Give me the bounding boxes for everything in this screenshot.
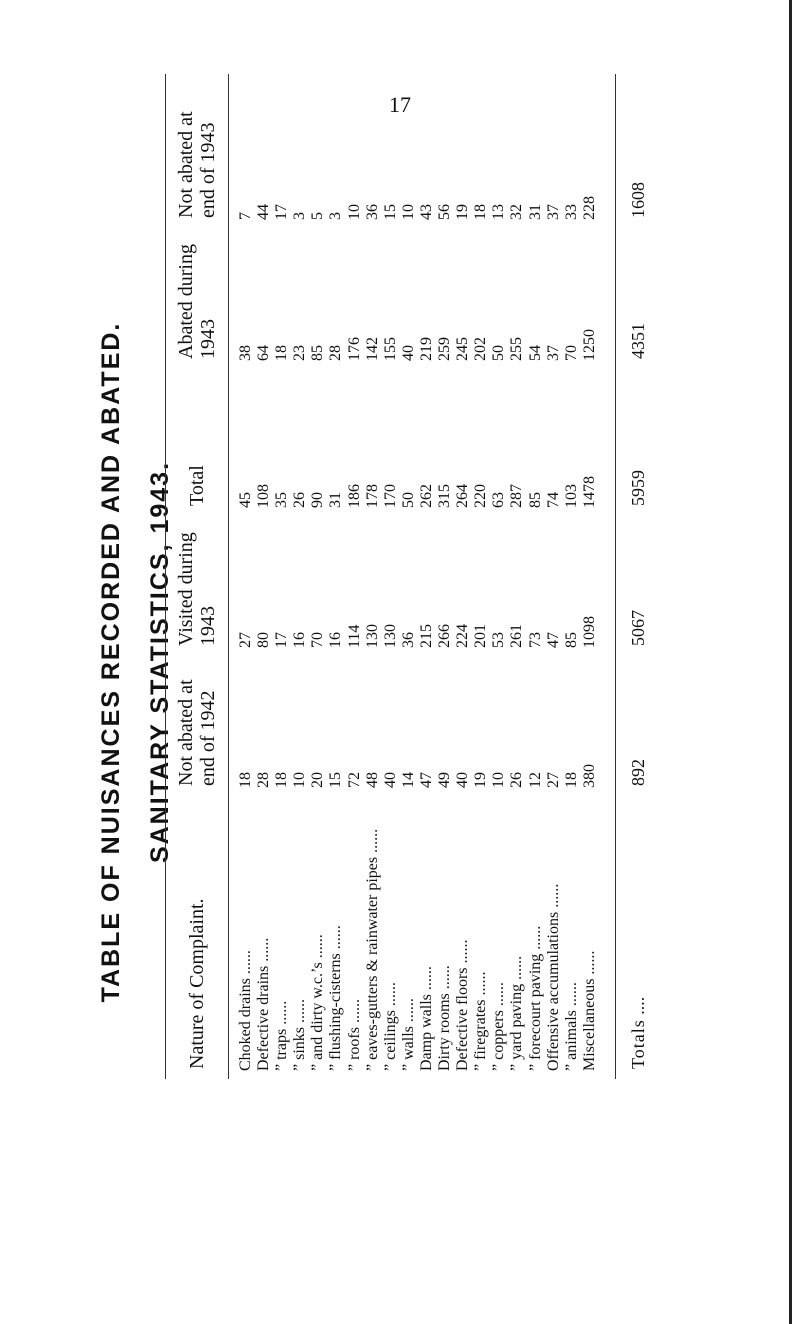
table-cell: 49 bbox=[436, 772, 454, 788]
table-cell: 27 bbox=[544, 772, 562, 788]
totals-not-abated-1943: 1608 bbox=[616, 74, 661, 228]
table-cell: 259 bbox=[436, 337, 454, 361]
table-cell: 15 bbox=[381, 204, 399, 220]
table-cell: 26 bbox=[508, 772, 526, 788]
table-cell: 70 bbox=[309, 632, 327, 648]
table-cell: 3 bbox=[327, 212, 345, 220]
table-cell: 18 bbox=[273, 772, 291, 788]
complaint-row bbox=[545, 804, 563, 1071]
table-title: TABLE OF NUISANCES RECORDED AND ABATED. bbox=[97, 321, 125, 1003]
header-total: Total bbox=[166, 369, 229, 516]
table-cell: 261 bbox=[508, 624, 526, 648]
complaint-row bbox=[418, 804, 436, 1071]
complaint-label: ” ceilings bbox=[381, 1010, 399, 1071]
table-cell: 37 bbox=[544, 345, 562, 361]
table-cell: 18 bbox=[562, 772, 580, 788]
complaint-row bbox=[364, 804, 382, 1071]
table-cell: 23 bbox=[291, 345, 309, 361]
table-cell: 35 bbox=[273, 492, 291, 508]
header-not-abated-1943: Not abated at end of 1943 bbox=[166, 74, 229, 228]
header-row bbox=[166, 74, 229, 1079]
complaint-label: Defective floors bbox=[454, 967, 472, 1071]
table-cell: 73 bbox=[526, 632, 544, 648]
table-cell: 47 bbox=[544, 632, 562, 648]
complaint-label: ” sinks bbox=[291, 1027, 309, 1071]
totals-label-cell bbox=[616, 796, 661, 1079]
totals-not-abated-1942: 892 bbox=[616, 656, 661, 796]
table-cell: 315 bbox=[436, 484, 454, 508]
table-cell: 53 bbox=[490, 632, 508, 648]
table-cell: 202 bbox=[472, 337, 490, 361]
table-cell: 186 bbox=[345, 484, 363, 508]
table-cell: 85 bbox=[526, 492, 544, 508]
complaint-label: Choked drains bbox=[237, 978, 254, 1071]
body-row bbox=[229, 74, 616, 1079]
complaint-row bbox=[472, 804, 490, 1071]
leader-dots: ...... bbox=[472, 971, 490, 996]
totals-label: Totals bbox=[627, 1019, 648, 1069]
table-cell: 64 bbox=[255, 345, 273, 361]
table-cell: 17 bbox=[273, 632, 291, 648]
table-cell: 50 bbox=[399, 492, 417, 508]
leader-dots: ...... bbox=[417, 966, 435, 991]
table-cell: 33 bbox=[562, 204, 580, 220]
table-cell: 20 bbox=[309, 772, 327, 788]
table-cell: 17 bbox=[273, 204, 291, 220]
complaint-row bbox=[454, 804, 472, 1071]
complaint-row bbox=[255, 804, 273, 1071]
complaint-label: Offensive accumulations bbox=[544, 911, 562, 1071]
complaint-row bbox=[291, 804, 309, 1071]
leader-dots: ...... bbox=[562, 982, 580, 1007]
table-cell: 287 bbox=[508, 484, 526, 508]
table-cell: 7 bbox=[237, 212, 254, 220]
table-cell: 31 bbox=[327, 492, 345, 508]
table-cell: 10 bbox=[345, 204, 363, 220]
totals-dots: .... bbox=[627, 996, 648, 1015]
complaint-column bbox=[229, 796, 616, 1079]
page-number: 17 bbox=[389, 92, 411, 117]
complaint-row bbox=[309, 804, 327, 1071]
complaint-label: Defective drains bbox=[255, 965, 273, 1071]
leader-dots: ...... bbox=[544, 883, 562, 908]
table-cell: 47 bbox=[417, 772, 435, 788]
table-cell: 28 bbox=[255, 772, 273, 788]
leader-dots: ...... bbox=[454, 939, 472, 964]
abated-1943-column bbox=[229, 228, 616, 369]
table-cell: 3 bbox=[291, 212, 309, 220]
totals-row bbox=[616, 74, 661, 1079]
table-cell: 220 bbox=[472, 484, 490, 508]
complaint-label: Dirty rooms bbox=[436, 993, 454, 1071]
complaint-row bbox=[490, 804, 508, 1071]
header-abated-1943: Abated during 1943 bbox=[166, 228, 229, 369]
table-cell: 219 bbox=[417, 337, 435, 361]
table-cell: 19 bbox=[454, 204, 472, 220]
complaint-row bbox=[581, 804, 599, 1071]
table-cell: 27 bbox=[237, 632, 254, 648]
table-cell: 266 bbox=[436, 624, 454, 648]
leader-dots: ...... bbox=[363, 828, 381, 853]
table-cell: 108 bbox=[255, 484, 273, 508]
leader-dots: ...... bbox=[291, 999, 309, 1023]
table-cell: 10 bbox=[399, 204, 417, 220]
totals-visited-1943: 5067 bbox=[616, 516, 661, 656]
leader-dots: ...... bbox=[381, 982, 399, 1007]
complaint-row bbox=[436, 804, 454, 1071]
table-cell: 45 bbox=[237, 492, 254, 508]
complaint-row bbox=[237, 804, 255, 1071]
table-cell: 18 bbox=[273, 345, 291, 361]
nuisances-table bbox=[165, 74, 660, 1079]
table-cell: 40 bbox=[454, 772, 472, 788]
header-visited-1943: Visited during 1943 bbox=[166, 516, 229, 656]
table-cell: 54 bbox=[526, 345, 544, 361]
complaint-label: ” eaves-gutters & rainwater pipes bbox=[363, 856, 381, 1071]
table-cell: 1250 bbox=[580, 329, 598, 361]
table-cell: 16 bbox=[291, 632, 309, 648]
table-cell: 26 bbox=[291, 492, 309, 508]
complaint-row bbox=[527, 804, 545, 1071]
leader-dots: ...... bbox=[273, 1000, 291, 1025]
leader-dots: ...... bbox=[580, 950, 598, 975]
table-cell: 40 bbox=[381, 772, 399, 788]
table-cell: 380 bbox=[580, 764, 598, 788]
complaint-row bbox=[563, 804, 581, 1071]
complaint-label: ” roofs bbox=[345, 1027, 363, 1071]
complaint-label: ” traps bbox=[273, 1028, 291, 1071]
complaint-row bbox=[346, 804, 364, 1071]
total-column bbox=[229, 369, 616, 516]
complaint-label: Miscellaneous bbox=[580, 978, 598, 1071]
leader-dots: ...... bbox=[309, 934, 327, 959]
table-cell: 40 bbox=[399, 345, 417, 361]
leader-dots: ...... bbox=[526, 925, 544, 950]
table-cell: 245 bbox=[454, 337, 472, 361]
table-cell: 15 bbox=[327, 772, 345, 788]
table-cell: 224 bbox=[454, 624, 472, 648]
complaint-row bbox=[327, 804, 345, 1071]
not-abated-1942-column bbox=[229, 656, 616, 796]
table-cell: 32 bbox=[508, 204, 526, 220]
table-cell: 43 bbox=[417, 204, 435, 220]
leader-dots: ...... bbox=[255, 937, 273, 962]
table-cell: 36 bbox=[399, 632, 417, 648]
table-cell: 201 bbox=[472, 624, 490, 648]
table-cell: 85 bbox=[562, 632, 580, 648]
complaint-label: ” firegrates bbox=[472, 999, 490, 1071]
header-not-abated-1942: Not abated at end of 1942 bbox=[166, 656, 229, 796]
table-cell: 19 bbox=[472, 772, 490, 788]
complaint-label: ” forecourt paving bbox=[526, 953, 544, 1071]
table-cell: 12 bbox=[526, 772, 544, 788]
table-cell: 90 bbox=[309, 492, 327, 508]
table-cell: 31 bbox=[526, 204, 544, 220]
complaint-label: ” flushing-cisterns bbox=[327, 953, 345, 1071]
table-cell: 72 bbox=[345, 772, 363, 788]
table-cell: 178 bbox=[363, 484, 381, 508]
page-edge-line bbox=[789, 0, 792, 1324]
table-cell: 28 bbox=[327, 345, 345, 361]
table-cell: 262 bbox=[417, 484, 435, 508]
table-cell: 114 bbox=[345, 624, 363, 648]
totals-abated-1943: 4351 bbox=[616, 228, 661, 369]
table-cell: 176 bbox=[345, 337, 363, 361]
complaint-label: ” and dirty w.c.’s bbox=[309, 962, 327, 1071]
complaint-label: Damp walls bbox=[417, 994, 435, 1071]
table-cell: 5 bbox=[309, 212, 327, 220]
table-cell: 70 bbox=[562, 345, 580, 361]
table-cell: 170 bbox=[381, 484, 399, 508]
complaint-row bbox=[508, 804, 526, 1071]
table-cell: 10 bbox=[291, 772, 309, 788]
table-cell: 142 bbox=[363, 337, 381, 361]
leader-dots: ...... bbox=[490, 982, 508, 1007]
table-cell: 74 bbox=[544, 492, 562, 508]
table-cell: 18 bbox=[472, 204, 490, 220]
table-cell: 50 bbox=[490, 345, 508, 361]
leader-dots: ...... bbox=[436, 965, 454, 990]
table-cell: 228 bbox=[580, 196, 598, 220]
leader-dots: ...... bbox=[399, 998, 417, 1023]
table-cell: 264 bbox=[454, 484, 472, 508]
table-cell: 14 bbox=[399, 772, 417, 788]
table-cell: 56 bbox=[436, 204, 454, 220]
complaint-row bbox=[400, 804, 418, 1071]
table-cell: 1098 bbox=[580, 616, 598, 648]
complaint-label: ” walls bbox=[399, 1026, 417, 1071]
table-cell: 13 bbox=[490, 204, 508, 220]
table-cell: 38 bbox=[237, 345, 254, 361]
table-cell: 215 bbox=[417, 624, 435, 648]
header-nature-of-complaint: Nature of Complaint. bbox=[166, 796, 229, 1079]
table-cell: 85 bbox=[309, 345, 327, 361]
leader-dots: ...... bbox=[327, 925, 345, 950]
table-cell: 48 bbox=[363, 772, 381, 788]
table-cell: 1478 bbox=[580, 476, 598, 508]
leader-dots: ...... bbox=[237, 950, 254, 975]
table-cell: 36 bbox=[363, 204, 381, 220]
table-cell: 44 bbox=[255, 204, 273, 220]
table-cell: 10 bbox=[490, 772, 508, 788]
complaint-label: ” yard paving bbox=[508, 983, 526, 1071]
table-cell: 18 bbox=[237, 772, 254, 788]
visited-1943-column bbox=[229, 516, 616, 656]
complaint-row bbox=[273, 804, 291, 1071]
table-cell: 255 bbox=[508, 337, 526, 361]
table-cell: 130 bbox=[381, 624, 399, 648]
table-cell: 80 bbox=[255, 632, 273, 648]
table-subtitle: SANITARY STATISTICS, 1943. bbox=[146, 460, 174, 864]
totals-total: 5959 bbox=[616, 369, 661, 516]
not-abated-1943-column bbox=[229, 74, 616, 228]
leader-dots: ...... bbox=[508, 955, 526, 980]
table-cell: 16 bbox=[327, 632, 345, 648]
table-cell: 103 bbox=[562, 484, 580, 508]
table-cell: 63 bbox=[490, 492, 508, 508]
table-cell: 155 bbox=[381, 337, 399, 361]
complaint-row bbox=[382, 804, 400, 1071]
leader-dots: ...... bbox=[345, 999, 363, 1024]
complaint-label: ” coppers bbox=[490, 1010, 508, 1071]
table-cell: 37 bbox=[544, 204, 562, 220]
table-cell: 130 bbox=[363, 624, 381, 648]
complaint-label: ” animals bbox=[562, 1010, 580, 1071]
